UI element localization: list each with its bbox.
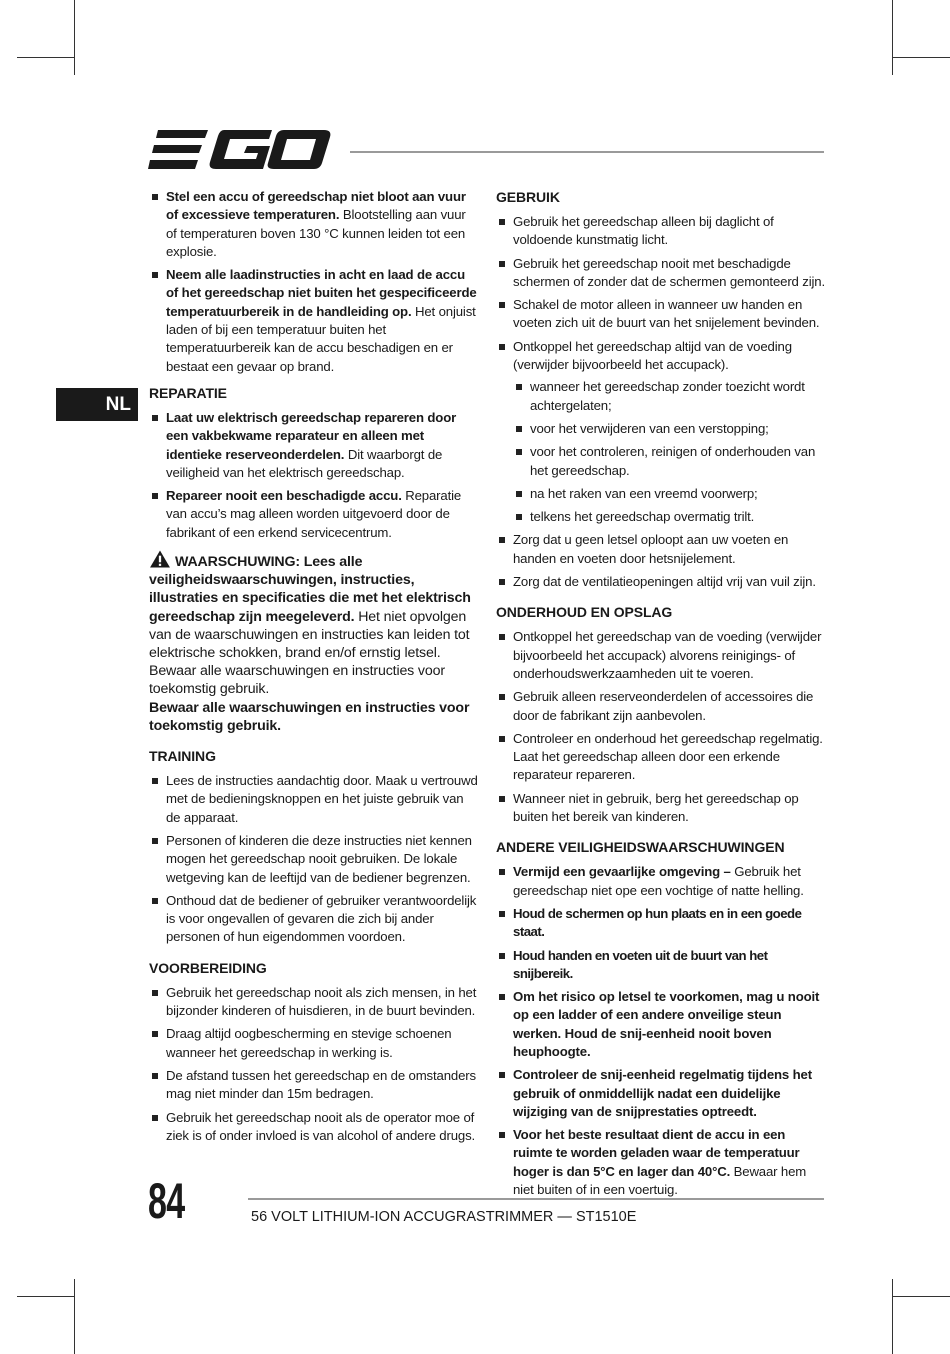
list-item: Gebruik het gereedschap alleen bij daglicht of voldoende kunstmatig licht. bbox=[496, 213, 826, 250]
other-warnings-list bbox=[496, 863, 826, 1199]
item-bold-text: Houd handen en voeten uit de buurt van het snijbereik. bbox=[513, 947, 768, 981]
crop-mark bbox=[892, 0, 893, 75]
footer-rule bbox=[248, 1198, 824, 1200]
list-item: Onthoud dat de bediener of gebruiker verantwoordelijk is voor ongevallen of gevaren die zich bij ander personen of hun eigendommen voordoen. bbox=[149, 892, 479, 947]
warning-text: Het niet opvolgen van de waarschuwingen en instructies kan leiden tot elektrische schokken, brand en/of ernstig letsel. Bewaar alle waarschuwingen en instructies voor toekomstig gebruik. bbox=[149, 608, 470, 698]
section-heading-use: GEBRUIK bbox=[496, 189, 560, 205]
page-number: 84 bbox=[148, 1173, 185, 1229]
item-text: Dit waarborgt de veiligheid van het elektrisch gereedschap. bbox=[166, 446, 443, 480]
crop-mark bbox=[892, 1296, 950, 1297]
preparation-list bbox=[149, 984, 479, 1145]
sub-list-item: na het raken van een vreemd voorwerp; bbox=[513, 485, 826, 503]
right-column bbox=[496, 188, 826, 1207]
item-text: Bewaar hem niet buiten of in een voertuig. bbox=[513, 1163, 807, 1198]
list-item bbox=[496, 905, 826, 942]
language-tab: NL bbox=[56, 388, 138, 421]
list-item: Gebruik alleen reserveonderdelen of accessoires die door de fabrikant zijn aanbevolen. bbox=[496, 688, 826, 725]
section-heading-repair: REPARATIE bbox=[149, 384, 227, 401]
item-text: Ontkoppel het gereedschap altijd van de voeding (verwijder bijvoorbeeld het accupack). bbox=[513, 338, 792, 373]
list-item: Ontkoppel het gereedschap van de voeding (verwijder bijvoorbeeld het accupack) alvorens reinigings- of onderhoudswerkzaamheden uit te voeren. bbox=[496, 628, 826, 683]
crop-mark bbox=[17, 57, 75, 58]
crop-mark bbox=[17, 1296, 75, 1297]
list-item: Schakel de motor alleen in wanneer uw handen en voeten zich uit de buurt van het snijelement bevinden. bbox=[496, 296, 826, 333]
sub-list-item: telkens het gereedschap overmatig trilt. bbox=[513, 508, 826, 526]
use-list bbox=[496, 213, 826, 591]
warning-triangle-icon bbox=[149, 550, 171, 568]
list-item: Zorg dat u geen letsel oploopt aan uw voeten en handen en voeten door hetsnijelement. bbox=[496, 531, 826, 568]
section-heading-other-warnings: ANDERE VEILIGHEIDSWAARSCHUWINGEN bbox=[496, 839, 785, 856]
warning-bold-text: Lees alle veiligheidswaarschuwingen, instructies, illustraties en specificaties die met het elektrisch gereedschap zijn meegeleverd. bbox=[149, 554, 471, 625]
list-item: Controleer en onderhoud het gereedschap regelmatig. Laat het gereedschap alleen door een erkende reparateur repareren. bbox=[496, 730, 826, 785]
crop-mark bbox=[892, 57, 950, 58]
list-item: De afstand tussen het gereedschap en de omstanders mag niet minder dan 15m bedragen. bbox=[149, 1067, 479, 1104]
item-bold-text: Controleer de snij-eenheid regelmatig tijdens het gebruik of onmiddellijk nadat een duidelijke wijziging van de snijprestaties optreedt. bbox=[513, 1067, 812, 1119]
item-bold-text: Repareer nooit een beschadigde accu. bbox=[166, 488, 402, 504]
crop-mark bbox=[74, 0, 75, 75]
list-item: Draag altijd oogbescherming en stevige schoenen wanneer het gereedschap in werking is. bbox=[149, 1025, 479, 1062]
list-item: Gebruik het gereedschap nooit als de operator moe of ziek is of onder invloed is van alcohol of andere drugs. bbox=[149, 1109, 479, 1146]
left-column bbox=[149, 188, 479, 1153]
list-item bbox=[149, 409, 479, 482]
list-item bbox=[496, 338, 826, 527]
list-item bbox=[496, 988, 826, 1061]
list-item: Zorg dat de ventilatieopeningen altijd vrij van vuil zijn. bbox=[496, 573, 826, 591]
list-item bbox=[496, 1126, 826, 1199]
list-item: Gebruik het gereedschap nooit als zich mensen, in het bijzonder kinderen of huisdieren, in de buurt bevinden. bbox=[149, 984, 479, 1021]
use-sublist bbox=[513, 378, 826, 526]
warning-closing: Bewaar alle waarschuwingen en instructies voor toekomstig gebruik. bbox=[149, 699, 470, 734]
sub-list-item: voor het controleren, reinigen of onderhouden van het gereedschap. bbox=[513, 443, 826, 480]
header-rule bbox=[350, 151, 824, 153]
warning-label: WAARSCHUWING: bbox=[175, 554, 300, 571]
repair-list bbox=[149, 409, 479, 542]
intro-list bbox=[149, 188, 479, 376]
maintenance-list bbox=[496, 628, 826, 826]
training-list bbox=[149, 772, 479, 947]
item-bold-text: Laat uw elektrisch gereedschap repareren door een vakbekwame reparateur en alleen met identieke reserveonderdelen. bbox=[166, 409, 457, 462]
list-item bbox=[149, 188, 479, 261]
list-item bbox=[496, 947, 826, 984]
item-text: Blootstelling aan vuur of temperaturen boven 130 °C kunnen leiden tot een explosie. bbox=[166, 207, 466, 259]
item-bold-text: Vermijd een gevaarlijke omgeving – bbox=[513, 864, 731, 880]
item-bold-text: Houd de schermen op hun plaats en in een goede staat. bbox=[513, 905, 802, 940]
item-bold-text: Om het risico op letsel te voorkomen, mag u nooit op een ladder of een andere onveilige steun werken. Houd de snij-eenheid nooit boven heuphoogte. bbox=[513, 989, 820, 1059]
item-text: Gebruik het gereedschap niet ope een vochtige of natte helling. bbox=[513, 864, 804, 898]
sub-list-item: voor het verwijderen van een verstopping; bbox=[513, 420, 826, 438]
warning-block bbox=[149, 550, 479, 735]
item-text: Het onjuist laden of bij een temperatuur buiten het temperatuurbereik kan de accu beschadigen en er bestaat een gevaar op brand. bbox=[166, 303, 476, 374]
item-bold-text: Stel een accu of gereedschap niet bloot aan vuur of excessieve temperaturen. bbox=[166, 189, 466, 223]
section-heading-preparation: VOORBEREIDING bbox=[149, 959, 267, 976]
section-heading-training: TRAINING bbox=[149, 748, 216, 765]
item-bold-text: Neem alle laadinstructies in acht en laad de accu of het gereedschap niet buiten het gespecificeerde temperatuurbereik in de handleiding op. bbox=[166, 267, 477, 319]
list-item: Gebruik het gereedschap nooit met beschadigde schermen of zonder dat de schermen gemonteerd zijn. bbox=[496, 255, 826, 292]
list-item bbox=[149, 266, 479, 376]
item-text: Reparatie van accu’s mag alleen worden uitgevoerd door de fabrikant of een erkend servicecentrum. bbox=[166, 488, 462, 540]
crop-mark bbox=[892, 1279, 893, 1354]
list-item bbox=[496, 1066, 826, 1121]
crop-mark bbox=[74, 1279, 75, 1354]
footer-title: 56 VOLT LITHIUM-ION ACCUGRASTRIMMER — ST1510E bbox=[251, 1209, 637, 1225]
section-heading-maintenance: ONDERHOUD EN OPSLAG bbox=[496, 604, 673, 621]
list-item: Lees de instructies aandachtig door. Maak u vertrouwd met de bedieningsknoppen en het juiste gebruik van de apparaat. bbox=[149, 772, 479, 827]
list-item bbox=[149, 487, 479, 542]
list-item bbox=[496, 863, 826, 900]
ego-logo bbox=[148, 128, 332, 172]
sub-list-item: wanneer het gereedschap zonder toezicht wordt achtergelaten; bbox=[513, 378, 826, 415]
list-item: Personen of kinderen die deze instructies niet kennen mogen het gereedschap nooit gebruiken. De lokale wetgeving kan de leeftijd van de bediener begrenzen. bbox=[149, 832, 479, 887]
list-item: Wanneer niet in gebruik, berg het gereedschap op buiten het bereik van kinderen. bbox=[496, 790, 826, 827]
item-bold-text: Voor het beste resultaat dient de accu in een ruimte te worden geladen waar de temperatuur hoger is dan 5°C en lager dan 40°C. bbox=[513, 1127, 800, 1179]
